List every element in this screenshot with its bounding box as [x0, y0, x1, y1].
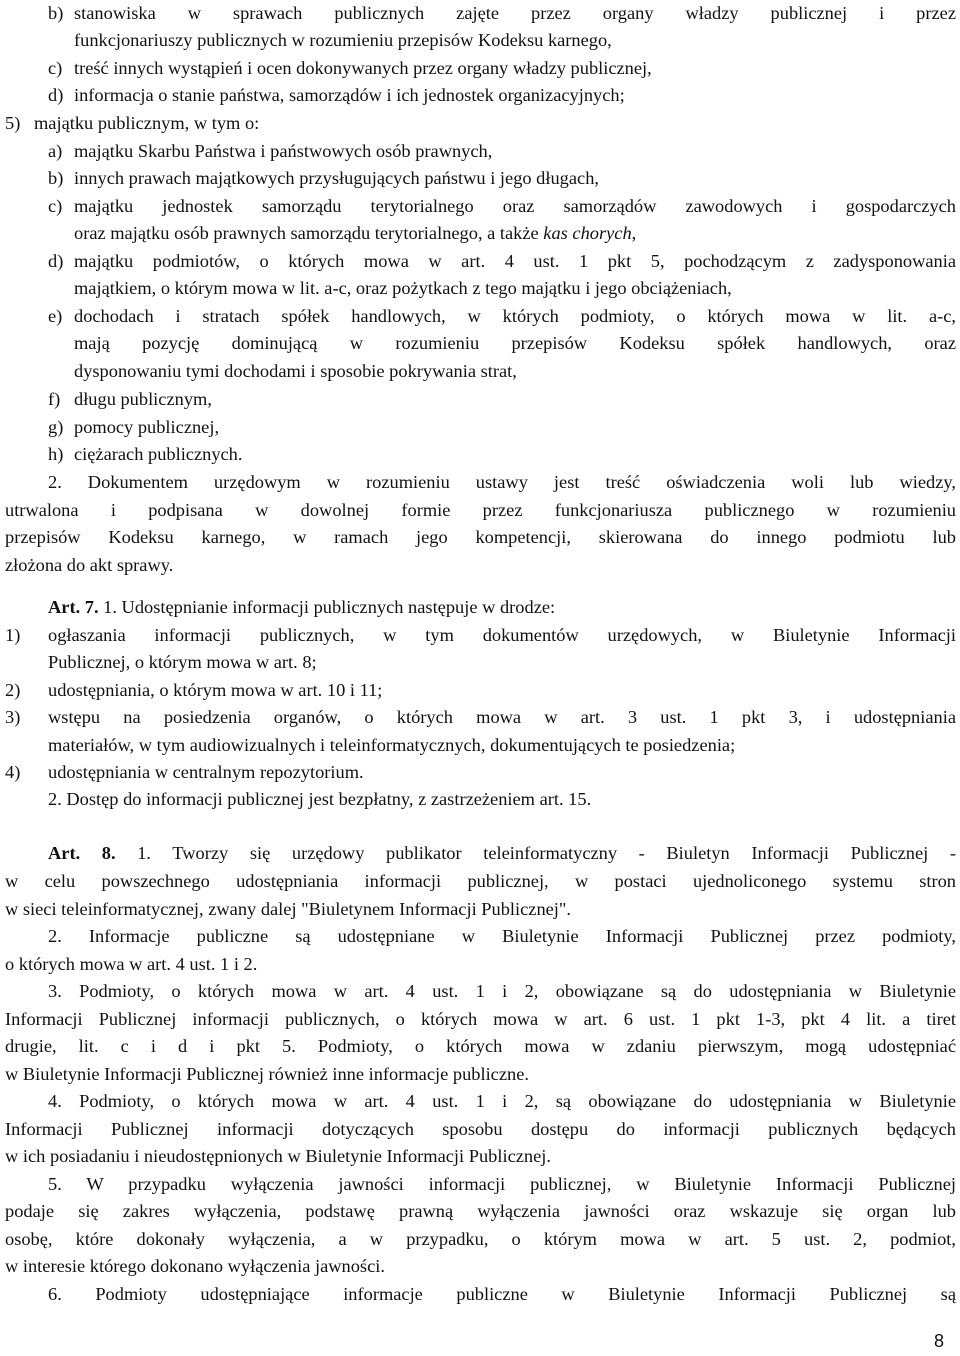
list-item-content: pomocy publicznej, — [74, 417, 220, 437]
paragraph-line: złożona do akt sprawy. — [5, 555, 174, 575]
list-item-content: majątku jednostek samorządu terytorialnego oraz samorządów zawodowych i gospodarczych — [74, 196, 956, 216]
list-marker: d) — [48, 85, 64, 105]
page-number: 8 — [934, 1331, 945, 1351]
list-marker: b) — [48, 168, 64, 188]
list-item-text — [74, 441, 242, 469]
list-item-content: oraz majątku osób prawnych samorządu terytorialnego, a także — [74, 223, 539, 243]
list-marker: 5) — [5, 113, 21, 133]
list-item-content: treść innych wystąpień i ocen dokonywanych przez organy władzy publicznej, — [74, 58, 652, 78]
list-item-text — [74, 27, 612, 55]
list-item-text — [74, 220, 636, 248]
list-item-content: majątkiem, o którym mowa w lit. a-c, oraz pożytkach z tego majątku i jego obciążeniach, — [74, 278, 732, 298]
list-item-text — [74, 303, 956, 331]
art7-paragraph-2: 2. Dostęp do informacji publicznej jest bezpłatny, z zastrzeżeniem art. 15. — [48, 789, 592, 809]
list-marker: d) — [48, 251, 64, 271]
list-item-text — [74, 193, 956, 221]
list-marker: 3) — [5, 707, 21, 727]
art7-heading — [48, 594, 555, 622]
paragraph-line: w celu powszechnego udostępniania informacji publicznej, w postaci ujednoliconego systemu stron — [5, 871, 956, 891]
list-item-text — [74, 82, 625, 110]
list-marker: a) — [48, 141, 63, 161]
list-item-content: mają pozycję dominującą w rozumieniu przepisów Kodeksu spółek handlowych, oraz — [74, 333, 956, 353]
list-item-content: stanowiska w sprawach publicznych zajęte przez organy władzy publicznej i przez — [74, 3, 956, 23]
paragraph-line: przepisów Kodeksu karnego, w ramach jego kompetencji, skierowana do innego podmiotu lub — [5, 527, 956, 547]
list-marker: h) — [48, 444, 64, 464]
list-item-text — [34, 110, 259, 138]
list-item-text — [74, 275, 732, 303]
paragraph-line: Informacji Publicznej informacji publicznych, o których mowa w art. 6 ust. 1 pkt 1-3, pkt 4 lit. a tiret — [5, 1009, 956, 1029]
list-marker: 2) — [5, 680, 21, 700]
list-marker: c) — [48, 58, 63, 78]
paragraph-line: w sieci teleinformatycznej, zwany dalej "Biuletynem Informacji Publicznej". — [5, 899, 572, 919]
paragraph-line: w interesie którego dokonano wyłączenia jawności. — [5, 1256, 385, 1276]
list-item-text — [74, 330, 956, 358]
list-marker: b) — [48, 3, 64, 23]
list-marker: f) — [48, 389, 61, 409]
paragraph-line: 2. Dokumentem urzędowym w rozumieniu ustawy jest treść oświadczenia woli lub wiedzy, — [48, 472, 956, 492]
list-item-content: dochodach i stratach spółek handlowych, w których podmioty, o których mowa w lit. a-c, — [74, 306, 956, 326]
list-item-content: dysponowaniu tymi dochodami i sposobie pokrywania strat, — [74, 361, 517, 381]
list-item-content: majątku podmiotów, o których mowa w art. 4 ust. 1 pkt 5, pochodzącym z zadysponowania — [74, 251, 956, 271]
list-item-text — [74, 55, 652, 83]
italic-term: kas chorych — [543, 223, 632, 243]
list-item-text: wstępu na posiedzenia organów, o których mowa w art. 3 ust. 1 pkt 3, i udostępniania — [48, 707, 956, 727]
paragraph-line: osobę, które dokonały wyłączenia, a w przypadku, o którym mowa w art. 5 ust. 2, podmiot, — [5, 1229, 956, 1249]
punctuation: , — [631, 223, 637, 243]
list-item-text: udostępniania, o którym mowa w art. 10 i 11; — [48, 680, 383, 700]
list-marker: c) — [48, 196, 63, 216]
list-item-text — [74, 248, 956, 276]
art8-heading-bold: Art. 8. — [48, 843, 116, 863]
list-item-text — [74, 386, 212, 414]
paragraph-line: w Biuletynie Informacji Publicznej również inne informacje publiczne. — [5, 1064, 529, 1084]
list-marker: e) — [48, 306, 63, 326]
paragraph-line: podaje się zakres wyłączenia, podstawę prawną wyłączenia jawności oraz wskazuje się organ lub — [5, 1201, 956, 1221]
list-item-content: ciężarach publicznych. — [74, 444, 243, 464]
art8-heading-rest: 1. Tworzy się urzędowy publikator teleinformatyczny - Biuletyn Informacji Publicznej - — [115, 843, 956, 863]
paragraph-line: drugie, lit. c i d i pkt 5. Podmioty, o których mowa w zdaniu pierwszym, mogą udostępniać — [5, 1036, 956, 1056]
art7-heading-bold: Art. 7. — [48, 597, 99, 617]
list-item-content: majątku Skarbu Państwa i państwowych osób prawnych, — [74, 141, 493, 161]
list-item-content: majątku publicznym, w tym o: — [34, 113, 260, 133]
paragraph-line: o których mowa w art. 4 ust. 1 i 2. — [5, 954, 258, 974]
list-item-content: funkcjonariuszy publicznych w rozumieniu przepisów Kodeksu karnego, — [74, 30, 612, 50]
list-item-content: długu publicznym, — [74, 389, 212, 409]
list-item-text: materiałów, w tym audiowizualnych i teleinformatycznych, dokumentujących te posiedzenia; — [48, 735, 736, 755]
list-item-text — [74, 414, 219, 442]
list-item-text — [74, 0, 956, 28]
art7-heading-rest: 1. Udostępnianie informacji publicznych następuje w drodze: — [98, 597, 556, 617]
paragraph-line: 6. Podmioty udostępniające informacje publiczne w Biuletynie Informacji Publicznej są — [48, 1284, 956, 1304]
list-marker: g) — [48, 417, 64, 437]
paragraph-line: 2. Informacje publiczne są udostępniane w Biuletynie Informacji Publicznej przez podmioty, — [48, 926, 956, 946]
list-marker: 1) — [5, 625, 21, 645]
list-marker: 4) — [5, 762, 21, 782]
list-item-text — [74, 165, 599, 193]
paragraph-line: utrwalona i podpisana w dowolnej formie przez funkcjonariusza publicznego w rozumieniu — [5, 500, 956, 520]
paragraph-line: 5. W przypadku wyłączenia jawności informacji publicznej, w Biuletynie Informacji Publicznej — [48, 1174, 956, 1194]
paragraph-line: Informacji Publicznej informacji dotyczących sposobu dostępu do informacji publicznych będących — [5, 1119, 956, 1139]
list-item-text: ogłaszania informacji publicznych, w tym dokumentów urzędowych, w Biuletynie Informacji — [48, 625, 956, 645]
list-item-text: udostępniania w centralnym repozytorium. — [48, 762, 364, 782]
list-item-text — [74, 358, 517, 386]
paragraph-line: 4. Podmioty, o których mowa w art. 4 ust. 1 i 2, są obowiązane do udostępniania w Biuletynie — [48, 1091, 956, 1111]
paragraph-line: w ich posiadaniu i nieudostępnionych w Biuletynie Informacji Publicznej. — [5, 1146, 551, 1166]
paragraph-line: 3. Podmioty, o których mowa w art. 4 ust. 1 i 2, obowiązane są do udostępniania w Biuletynie — [48, 981, 956, 1001]
list-item-content: informacja o stanie państwa, samorządów i ich jednostek organizacyjnych; — [74, 85, 625, 105]
list-item-text: Publicznej, o którym mowa w art. 8; — [48, 652, 317, 672]
list-item-text — [74, 138, 492, 166]
art8-heading — [48, 840, 956, 868]
list-item-content: innych prawach majątkowych przysługujących państwu i jego długach, — [74, 168, 599, 188]
